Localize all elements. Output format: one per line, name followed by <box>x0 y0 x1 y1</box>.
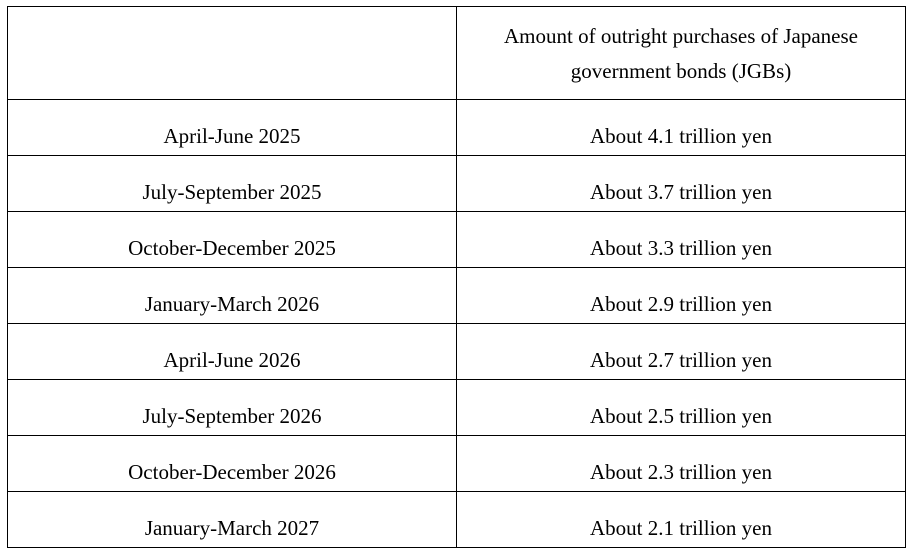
period-cell: January-March 2026 <box>8 268 457 324</box>
table-row <box>8 492 906 548</box>
table-row <box>8 212 906 268</box>
table-row <box>8 324 906 380</box>
amount-cell: About 2.3 trillion yen <box>457 436 906 492</box>
amount-cell: About 4.1 trillion yen <box>457 100 906 156</box>
table-row <box>8 436 906 492</box>
amount-cell: About 3.7 trillion yen <box>457 156 906 212</box>
header-amount-line2: government bonds (JGBs) <box>570 59 792 83</box>
period-cell: July-September 2025 <box>8 156 457 212</box>
period-cell: April-June 2026 <box>8 324 457 380</box>
amount-cell: About 2.9 trillion yen <box>457 268 906 324</box>
amount-cell: About 2.1 trillion yen <box>457 492 906 548</box>
period-cell: October-December 2026 <box>8 436 457 492</box>
table-row <box>8 380 906 436</box>
period-cell: April-June 2025 <box>8 100 457 156</box>
period-cell: January-March 2027 <box>8 492 457 548</box>
table-row <box>8 156 906 212</box>
header-amount-cell <box>457 7 906 100</box>
table-row <box>8 100 906 156</box>
header-period-cell <box>8 7 457 100</box>
amount-cell: About 2.5 trillion yen <box>457 380 906 436</box>
amount-cell: About 3.3 trillion yen <box>457 212 906 268</box>
amount-cell: About 2.7 trillion yen <box>457 324 906 380</box>
table-header-row <box>8 7 906 100</box>
period-cell: October-December 2025 <box>8 212 457 268</box>
jgb-purchase-table <box>7 6 906 548</box>
table-row <box>8 268 906 324</box>
period-cell: July-September 2026 <box>8 380 457 436</box>
header-amount-line1: Amount of outright purchases of Japanese <box>504 24 858 48</box>
